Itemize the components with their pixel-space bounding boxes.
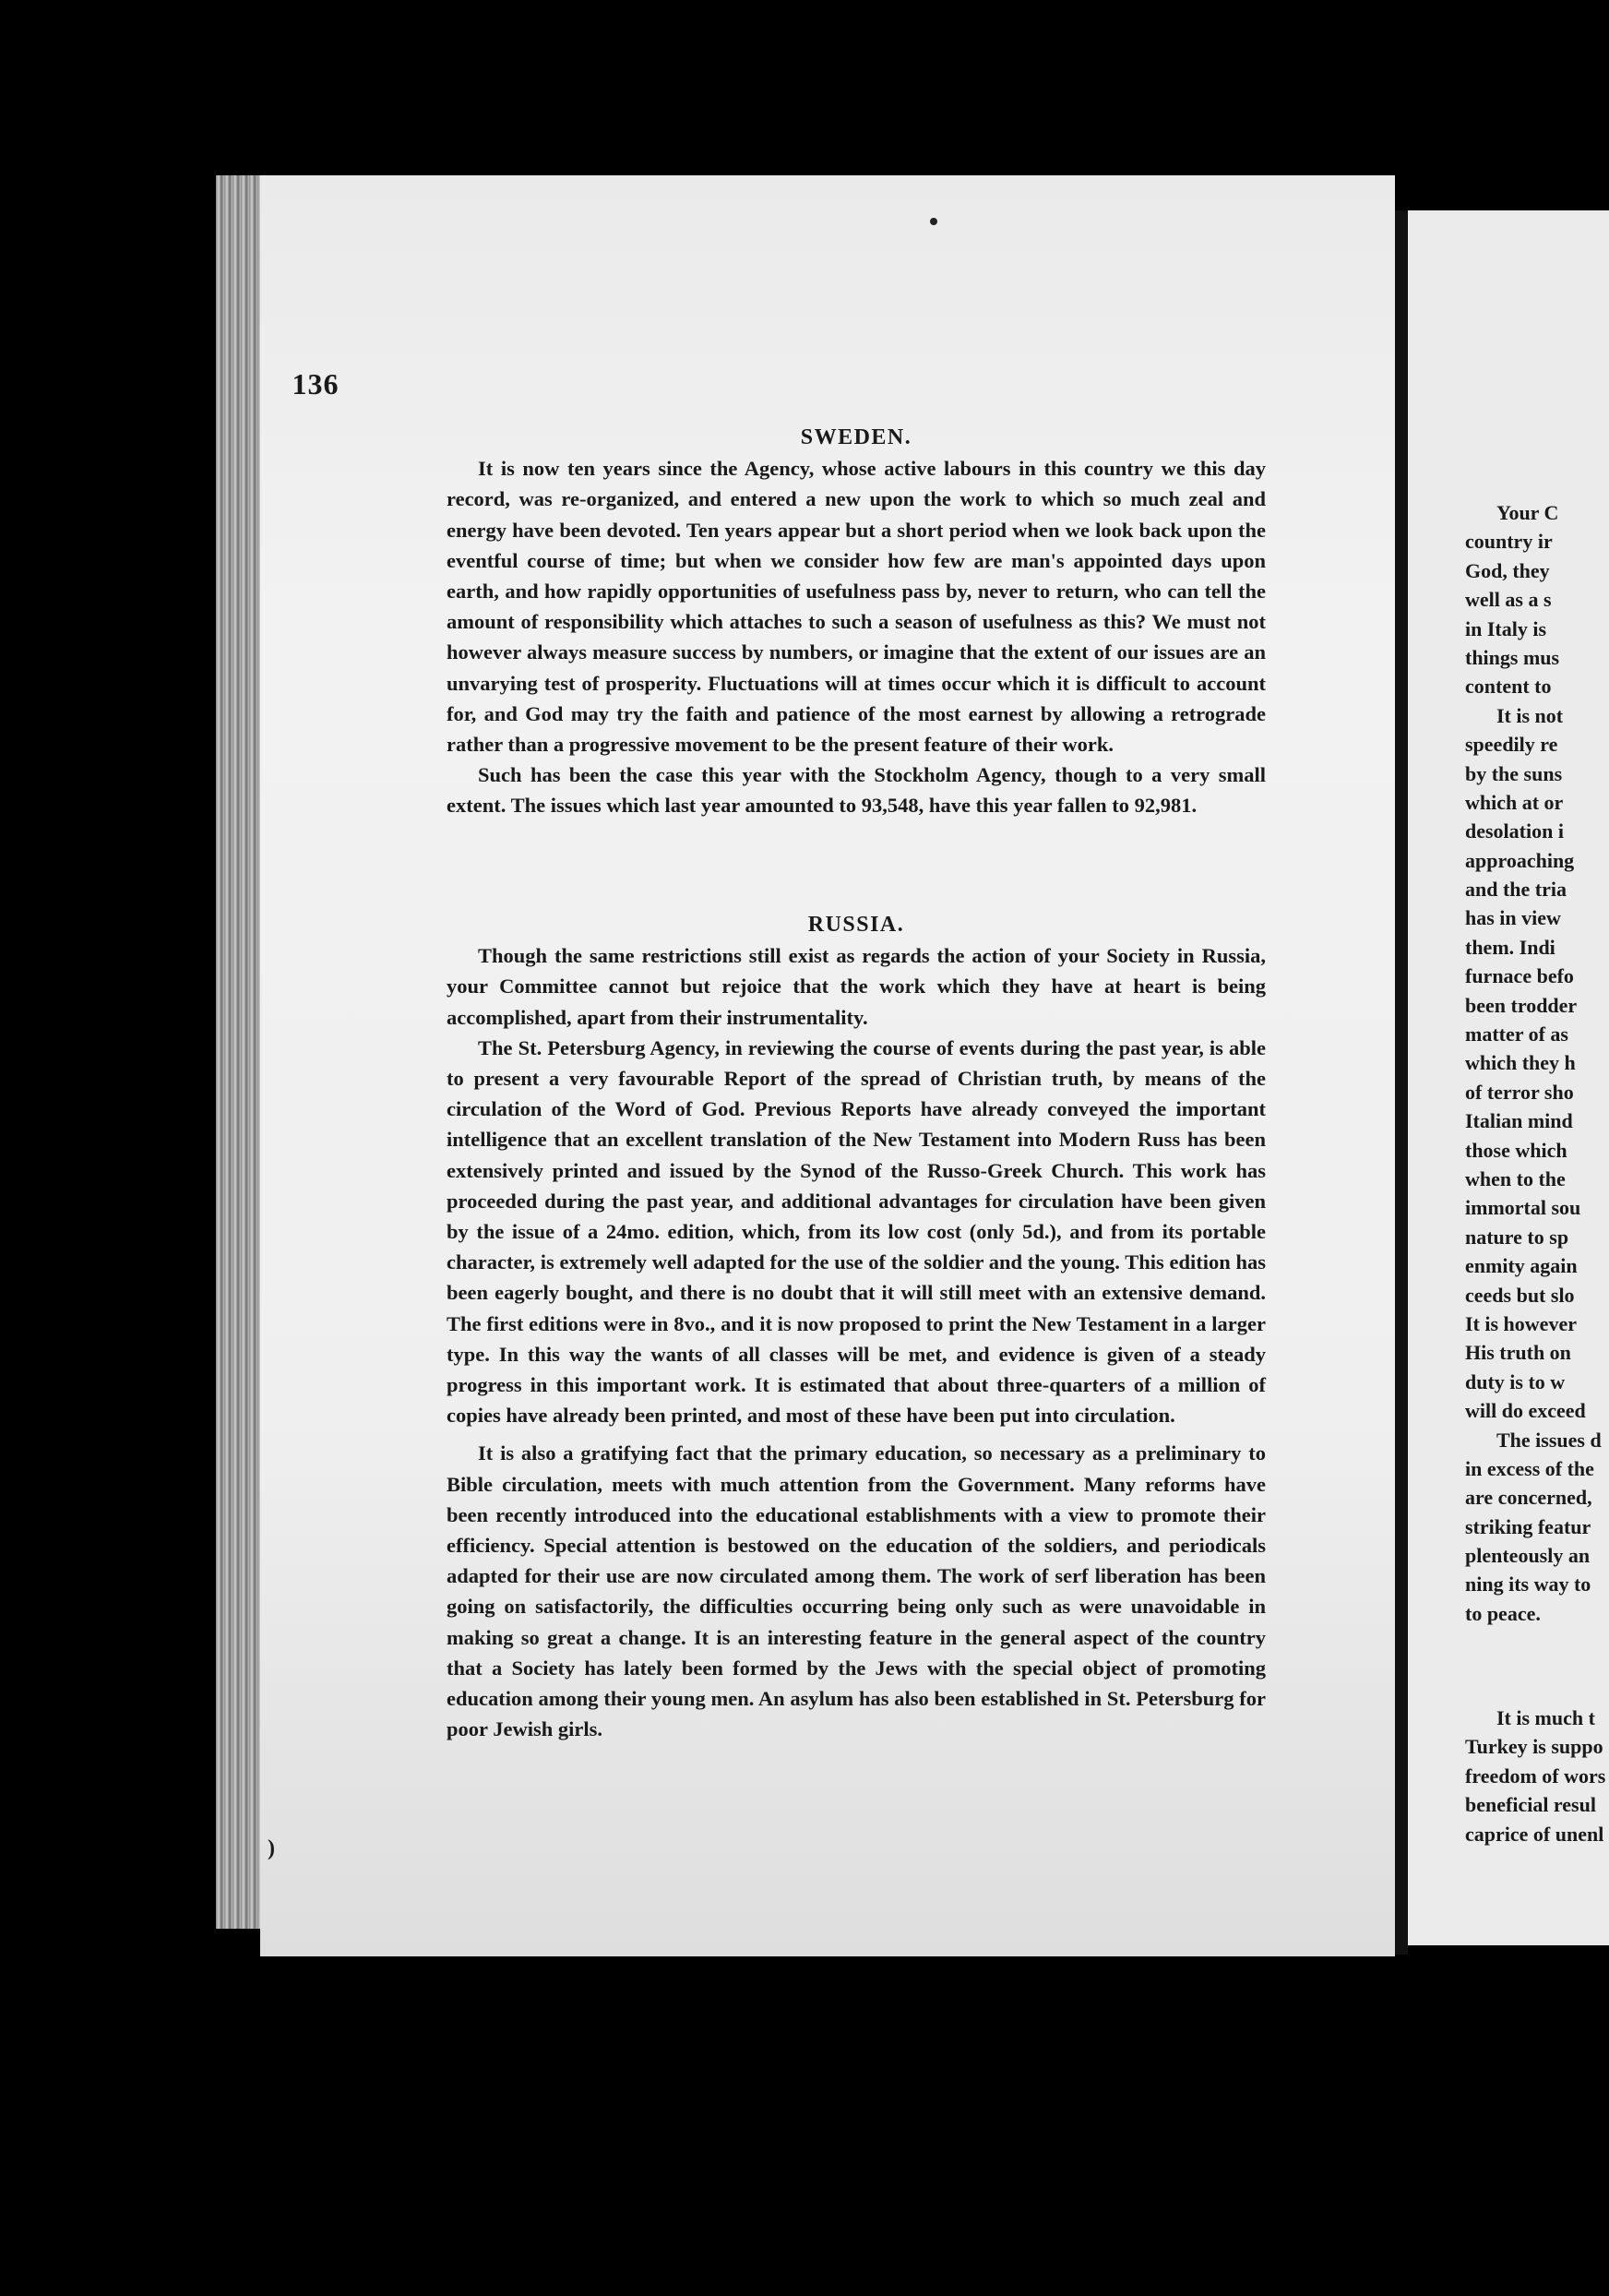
right-line: are concerned, — [1465, 1486, 1592, 1510]
right-line: speedily re — [1465, 733, 1558, 757]
right-line: in excess of the — [1465, 1456, 1594, 1480]
right-line: It is not — [1496, 703, 1564, 727]
right-line: by the suns — [1465, 761, 1563, 785]
russia-paragraph-3: It is also a gratifying fact that the primary education, so necessary as a preliminary to Bible circulation, meets with much attention from the Government. Many reforms have been recently introduced into the educational establishments with a view to promote their efficiency. Special attention is bestowed on the education of the soldiers, and periodicals adapted for their use are now circulated among them. The work of serf liberation has been going on satisfactorily, the difficulties occurring being only such as were unavoidable in making so great a change. It is an interesting feature in the general aspect of the country that a Society has lately been formed by the Jews with the special object of promoting education among their young men. An asylum has also been established in St. Petersburg for poor Jewish girls. — [447, 1441, 1266, 1741]
book-edge — [216, 175, 260, 1929]
russia-heading: RUSSIA. — [807, 913, 905, 937]
page-number-text: 136 — [292, 367, 340, 401]
right-line: striking featur — [1465, 1514, 1591, 1538]
margin-mark: ) — [268, 1836, 275, 1860]
right-line: things mus — [1465, 645, 1560, 669]
right-line: caprice of unenl — [1465, 1822, 1604, 1846]
right-line: been trodder — [1465, 993, 1578, 1017]
section-sweden — [447, 423, 1266, 821]
right-line: country ir — [1465, 530, 1553, 554]
right-line: them. Indi — [1465, 935, 1555, 959]
right-line: furnace befo — [1465, 964, 1574, 988]
right-line: Your C — [1496, 501, 1559, 524]
right-line: God, they — [1465, 558, 1550, 582]
ink-speck — [930, 218, 937, 225]
right-line: It is much t — [1496, 1706, 1595, 1729]
right-line: immortal sou — [1465, 1196, 1581, 1220]
right-line: to peace. — [1465, 1601, 1541, 1625]
right-page-column — [1465, 498, 1609, 1628]
page-gutter — [1395, 210, 1408, 1955]
right-line: in Italy is — [1465, 616, 1547, 640]
right-line: enmity again — [1465, 1254, 1578, 1278]
right-line: and the tria — [1465, 878, 1567, 902]
right-line: will do exceed — [1465, 1399, 1586, 1423]
right-line: His truth on — [1465, 1341, 1571, 1365]
sweden-paragraph-1: It is now ten years since the Agency, whose active labours in this country we this day record, was re-organized, and entered a new upon the work to which so much zeal and energy have been devoted. Ten years appear but a short period when we look back upon the eventful course of time; but when we consider how few are man's appointed days upon earth, and how rapidly opportunities of usefulness pass by, never to return, who can tell the amount of responsibility which attaches to such a season of usefulness as this? We must not however always measure success by numbers, or imagine that the extent of our issues are an unvarying test of prosperity. Fluctuations will at times occur which it is difficult to account for, and God may try the faith and patience of the most earnest by allowing a retrograde rather than a progressive movement to be the present feature of their work. — [447, 457, 1266, 757]
right-line: nature to sp — [1465, 1225, 1569, 1249]
right-line: desolation i — [1465, 819, 1564, 843]
right-line: It is however — [1465, 1311, 1577, 1335]
right-line: those which — [1465, 1138, 1567, 1162]
right-line: approaching — [1465, 848, 1575, 872]
right-line: which at or — [1465, 790, 1564, 814]
right-line: of terror sho — [1465, 1080, 1574, 1104]
right-line: ceeds but slo — [1465, 1283, 1575, 1307]
right-line: ning its way to — [1465, 1573, 1591, 1596]
right-line: The issues d — [1496, 1428, 1602, 1452]
page-number — [0, 367, 1609, 401]
section-russia — [447, 910, 1266, 1744]
russia-paragraph-2: The St. Petersburg Agency, in reviewing the course of events during the past year, is able to present a very favourable Report of the spread of Christian truth, by means of the circulation of the Word of God. Previous Reports have already conveyed the important intelligence that an excellent translation of the New Testament into Modern Russ has been extensively printed and issued by the Synod of the Russo-Greek Church. This work has proceeded during the past year, and additional advantages for circulation have been given by the issue of a 24mo. edition, which, from its low cost (only 5d.), and from its portable character, is extremely well adapted for the use of the soldier and the young. This edition has been eagerly bought, and there is no doubt that it will still meet with an extensive demand. The first editions were in 8vo., and it is now proposed to print the New Testament in a larger type. In this way the wants of all classes will be met, and evidence is given of a steady progress in this important work. It is estimated that about three-quarters of a million of copies have already been printed, and most of these have been put into circulation. — [447, 1035, 1266, 1428]
sweden-paragraph-2: Such has been the case this year with the Stockholm Agency, though to a very small extent. The issues which last year amounted to 93,548, have this year fallen to 92,981. — [447, 763, 1266, 818]
right-line: when to the — [1465, 1166, 1566, 1190]
sweden-heading: SWEDEN. — [800, 425, 912, 449]
russia-paragraph-1: Though the same restrictions still exist as regards the action of your Society in Russia, your Committee cannot but rejoice that the work which they have at heart is being accomplished, apart from their instrumentality. — [447, 944, 1266, 1029]
right-line: content to — [1465, 675, 1552, 699]
right-line: freedom of wors — [1465, 1764, 1606, 1788]
right-line: duty is to w — [1465, 1369, 1566, 1393]
right-line: plenteously an — [1465, 1544, 1591, 1568]
right-line: Italian mind — [1465, 1109, 1573, 1133]
right-page-column-lower — [1465, 1704, 1609, 1848]
right-line: matter of as — [1465, 1022, 1568, 1046]
right-line: Turkey is suppo — [1465, 1735, 1603, 1759]
right-line: which they h — [1465, 1051, 1576, 1075]
right-line: has in view — [1465, 906, 1561, 930]
right-line: beneficial resul — [1465, 1793, 1596, 1817]
right-line: well as a s — [1465, 588, 1552, 612]
